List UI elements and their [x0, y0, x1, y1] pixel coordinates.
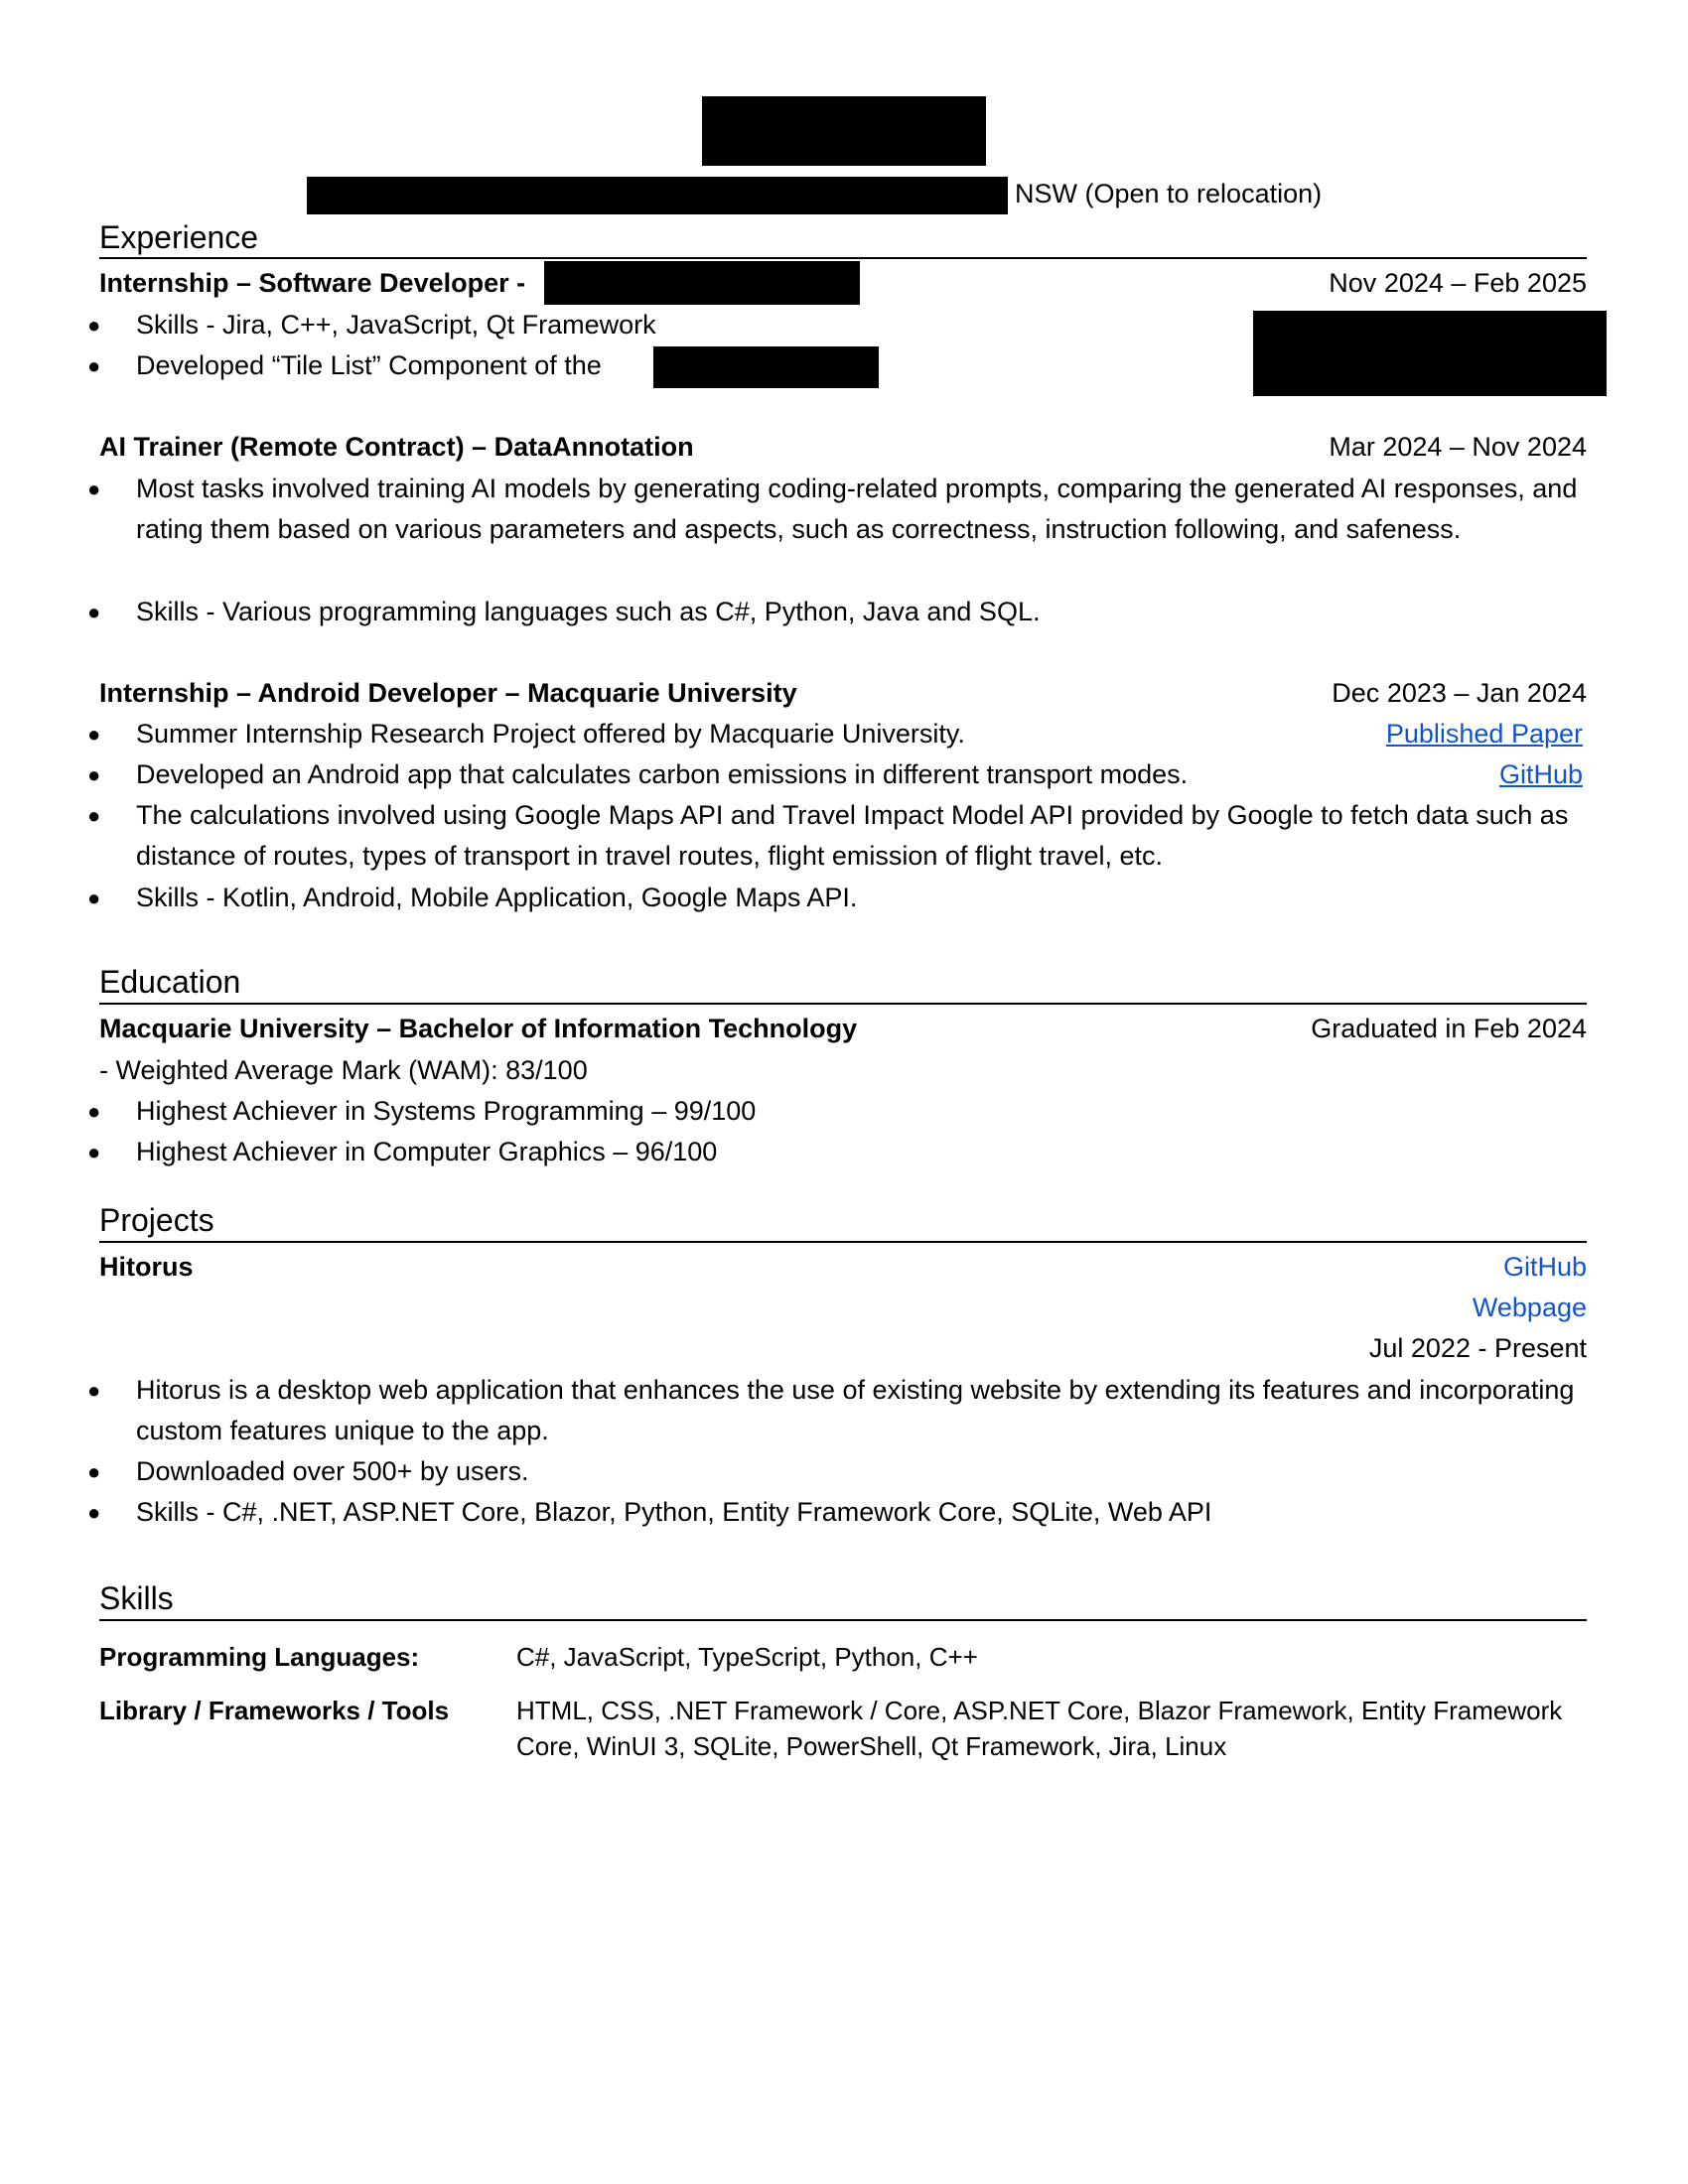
redacted-block — [1253, 311, 1607, 396]
education-bullet: Highest Achiever in Systems Programming – 99/100 — [136, 1096, 757, 1126]
skills-libraries-label: Library / Frameworks / Tools — [99, 1696, 450, 1725]
skills-libraries-value: HTML, CSS, .NET Framework / Core, ASP.NET Core, Blazor Framework, Entity Framework Core, WinUI 3, SQLite, PowerShell, Qt Framework, Jira, Linux — [516, 1696, 1563, 1761]
project-title: Hitorus — [99, 1252, 194, 1282]
bullet-icon: ● — [87, 353, 101, 378]
job-bullet: Developed “Tile List” Component of the — [136, 350, 602, 380]
education-wam: - Weighted Average Mark (WAM): 83/100 — [99, 1055, 588, 1085]
job-dates: Nov 2024 – Feb 2025 — [1329, 268, 1587, 298]
redacted-product — [653, 346, 879, 388]
project-bullet: Downloaded over 500+ by users. — [136, 1456, 529, 1486]
job-bullet: The calculations involved using Google Maps API and Travel Impact Model API provided by Google to fetch data such as distance of routes, types of transport in travel routes, flight emission of flight travel, etc. — [136, 800, 1569, 871]
job-bullet: Skills - Jira, C++, JavaScript, Qt Framework — [136, 310, 656, 340]
job-dates: Mar 2024 – Nov 2024 — [1329, 432, 1587, 462]
skills-programming-label: Programming Languages: — [99, 1642, 420, 1672]
location-text: NSW (Open to relocation) — [1015, 179, 1323, 208]
bullet-icon: ● — [87, 762, 101, 787]
job-title: Internship – Software Developer - — [99, 268, 526, 298]
project-dates: Jul 2022 - Present — [1368, 1333, 1587, 1363]
job-title: AI Trainer (Remote Contract) – DataAnnotation — [99, 432, 694, 462]
github-link[interactable]: GitHub — [1498, 759, 1583, 789]
education-title: Macquarie University – Bachelor of Information Technology — [99, 1014, 858, 1043]
bullet-icon: ● — [87, 1099, 101, 1124]
section-divider — [99, 1241, 1587, 1243]
project-github-link[interactable]: GitHub — [1502, 1252, 1587, 1282]
job-bullet: Most tasks involved training AI models by generating coding-related prompts, comparing the generated AI responses, and rating them based on various parameters and aspects, such as correctness, instruction following, and safeness. — [136, 474, 1578, 544]
section-title-experience: Experience — [99, 219, 259, 255]
section-divider — [99, 1003, 1587, 1005]
bullet-icon: ● — [87, 722, 101, 747]
bullet-icon: ● — [87, 1500, 101, 1525]
section-title-skills: Skills — [99, 1580, 174, 1616]
job-title: Internship – Android Developer – Macquarie University — [99, 678, 797, 708]
job-bullet: Summer Internship Research Project offered by Macquarie University. — [136, 719, 965, 749]
section-divider — [99, 1619, 1587, 1621]
bullet-icon: ● — [87, 1140, 101, 1164]
published-paper-link[interactable]: Published Paper — [1385, 719, 1583, 749]
bullet-icon: ● — [87, 886, 101, 910]
bullet-icon: ● — [87, 313, 101, 338]
section-title-projects: Projects — [99, 1202, 214, 1238]
bullet-icon: ● — [87, 1459, 101, 1484]
bullet-icon: ● — [87, 803, 101, 828]
project-bullet: Skills - C#, .NET, ASP.NET Core, Blazor, Python, Entity Framework Core, SQLite, Web API — [136, 1497, 1212, 1527]
bullet-icon: ● — [87, 1378, 101, 1403]
job-dates: Dec 2023 – Jan 2024 — [1332, 678, 1587, 708]
section-title-education: Education — [99, 964, 241, 1000]
education-dates: Graduated in Feb 2024 — [1311, 1014, 1587, 1043]
project-bullet: Hitorus is a desktop web application that enhances the use of existing website by extending its features and incorporating custom features unique to the app. — [136, 1375, 1575, 1445]
skills-programming-value: C#, JavaScript, TypeScript, Python, C++ — [516, 1642, 978, 1672]
bullet-icon: ● — [87, 600, 101, 624]
education-bullet: Highest Achiever in Computer Graphics – 96/100 — [136, 1137, 718, 1166]
redacted-contact-info — [307, 177, 1008, 214]
redacted-company — [544, 261, 860, 305]
job-bullet: Skills - Kotlin, Android, Mobile Application, Google Maps API. — [136, 883, 858, 912]
bullet-icon: ● — [87, 477, 101, 501]
job-bullet: Developed an Android app that calculates carbon emissions in different transport modes. — [136, 759, 1189, 789]
redacted-name — [702, 96, 986, 166]
job-bullet: Skills - Various programming languages such as C#, Python, Java and SQL. — [136, 597, 1041, 626]
project-webpage-link[interactable]: Webpage — [1472, 1293, 1587, 1322]
section-divider — [99, 257, 1587, 259]
